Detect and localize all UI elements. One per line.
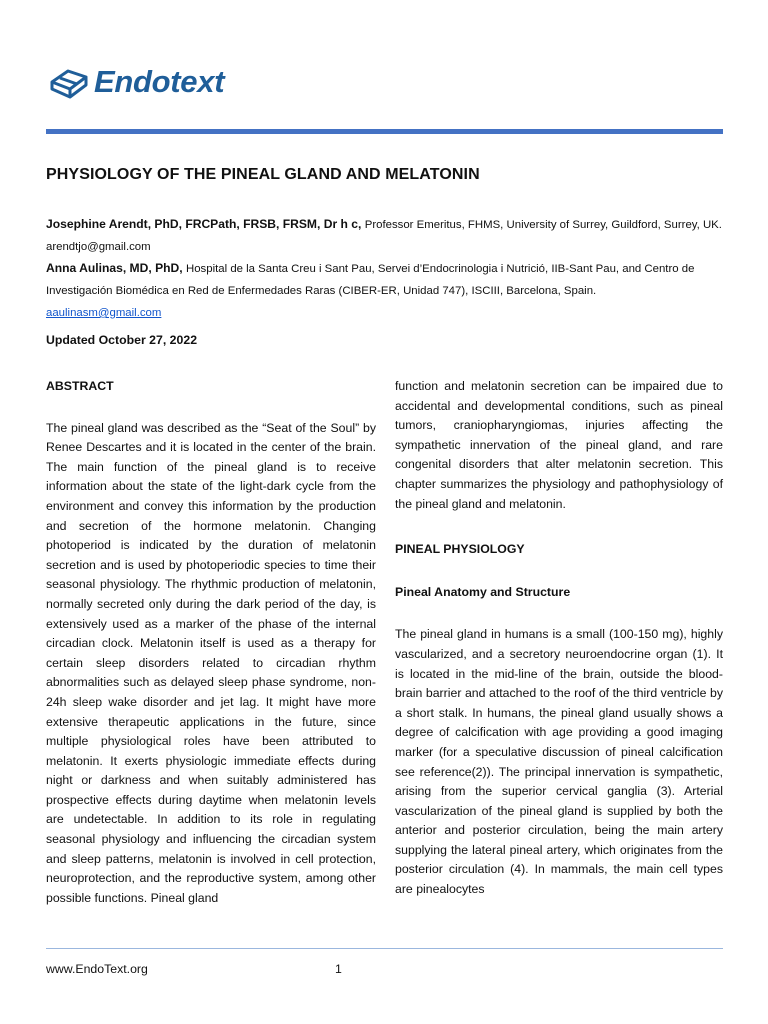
updated-date: Updated October 27, 2022 xyxy=(46,333,198,347)
author-1-affiliation: Professor Emeritus, FHMS, University of Surrey, Guildford, Surrey, UK. xyxy=(364,219,722,231)
author-2 xyxy=(46,258,726,324)
page-title: PHYSIOLOGY OF THE PINEAL GLAND AND MELATONIN xyxy=(46,166,480,183)
book-stack-icon xyxy=(48,62,90,102)
header-rule xyxy=(46,129,723,134)
page-number: 1 xyxy=(335,962,342,976)
author-2-name: Anna Aulinas, MD, PhD, xyxy=(46,261,183,275)
footer-rule xyxy=(46,948,723,949)
footer-url-link[interactable]: www.EndoText.org xyxy=(46,962,148,976)
author-block xyxy=(46,214,726,324)
right-column xyxy=(395,377,723,900)
abstract-paragraph: The pineal gland was described as the “Seat of the Soul” by Renee Descartes and it is located in the center of the brain. The main function of the pineal gland is to receive information about the state of the light-dark cycle from the environment and convey this information by the production and secretion of the hormone melatonin. Changing photoperiod is indicated by the duration of melatonin secretion and is used by photoperiodic species to time their seasonal physiology. The rhythmic production of melatonin, normally secreted only during the dark period of the day, is extensively used as a marker of the phase of the internal circadian clock. Melatonin itself is used as a therapy for certain sleep disorders related to circadian rhythm abnormalities such as delayed sleep phase syndrome, non-24h sleep wake disorder and jet lag. It might have more extensive therapeutic applications in the future, since multiple physiological roles have been attributed to melatonin. It exerts physiologic immediate effects during night or darkness and when suitably administered has prospective effects during daytime when melatonin levels are undetectable. In addition to its role in regulating seasonal physiology and influencing the circadian system and sleep patterns, melatonin is involved in cell protection, neuroprotection, and the reproductive system, among other possible functions. Pineal gland xyxy=(46,420,376,905)
author-2-affiliation: Hospital de la Santa Creu i Sant Pau, Servei d’Endocrinologia i Nutrició, IIB-Sant Pau, and Centro de Investigación Biomédica en Red de Enfermedades Raras (CIBER-ER, Unidad 747), ISCIII, Barcelona, Spain. xyxy=(46,263,695,297)
abstract-continued-paragraph: function and melatonin secretion can be impaired due to accidental and developmental conditions, such as pineal tumors, craniopharyngiomas, injuries affecting the sympathetic innervation of the pineal gland, and rare congenital disorders that alter melatonin secretion. This chapter summarizes the physiology and pathophysiology of the pineal gland and melatonin. xyxy=(395,379,723,511)
author-2-email-link[interactable]: aaulinasm@gmail.com xyxy=(46,307,162,319)
left-column xyxy=(46,377,376,908)
author-1-name: Josephine Arendt, PhD, FRCPath, FRSB, FRSM, Dr h c, xyxy=(46,217,362,231)
abstract-heading: ABSTRACT xyxy=(46,379,114,393)
endotext-logo[interactable] xyxy=(48,60,224,104)
subsection-heading: Pineal Anatomy and Structure xyxy=(395,584,571,599)
author-1-email[interactable]: arendtjo@gmail.com xyxy=(46,241,151,253)
anatomy-paragraph: The pineal gland in humans is a small (100-150 mg), highly vascularized, and a secretory neuroendocrine organ (1). It is located in the mid-line of the brain, outside the blood-brain barrier and attached to the roof of the third ventricle by a short stalk. In humans, the pineal gland usually shows a degree of calcification with age providing a good imaging marker (for a speculative discussion of pineal calcification see reference(2)). The principal innervation is sympathetic, arising from the superior cervical ganglia (3). Arterial vascularization of the pineal gland is supplied by both the anterior and posterior circulation, being the main artery supplying the lateral pineal artery, which originates from the posterior circulation (4). In mammals, the main cell types are pinealocytes xyxy=(395,627,723,897)
author-1 xyxy=(46,214,726,258)
section-heading: PINEAL PHYSIOLOGY xyxy=(395,542,525,557)
brand-name: Endotext xyxy=(94,64,225,99)
